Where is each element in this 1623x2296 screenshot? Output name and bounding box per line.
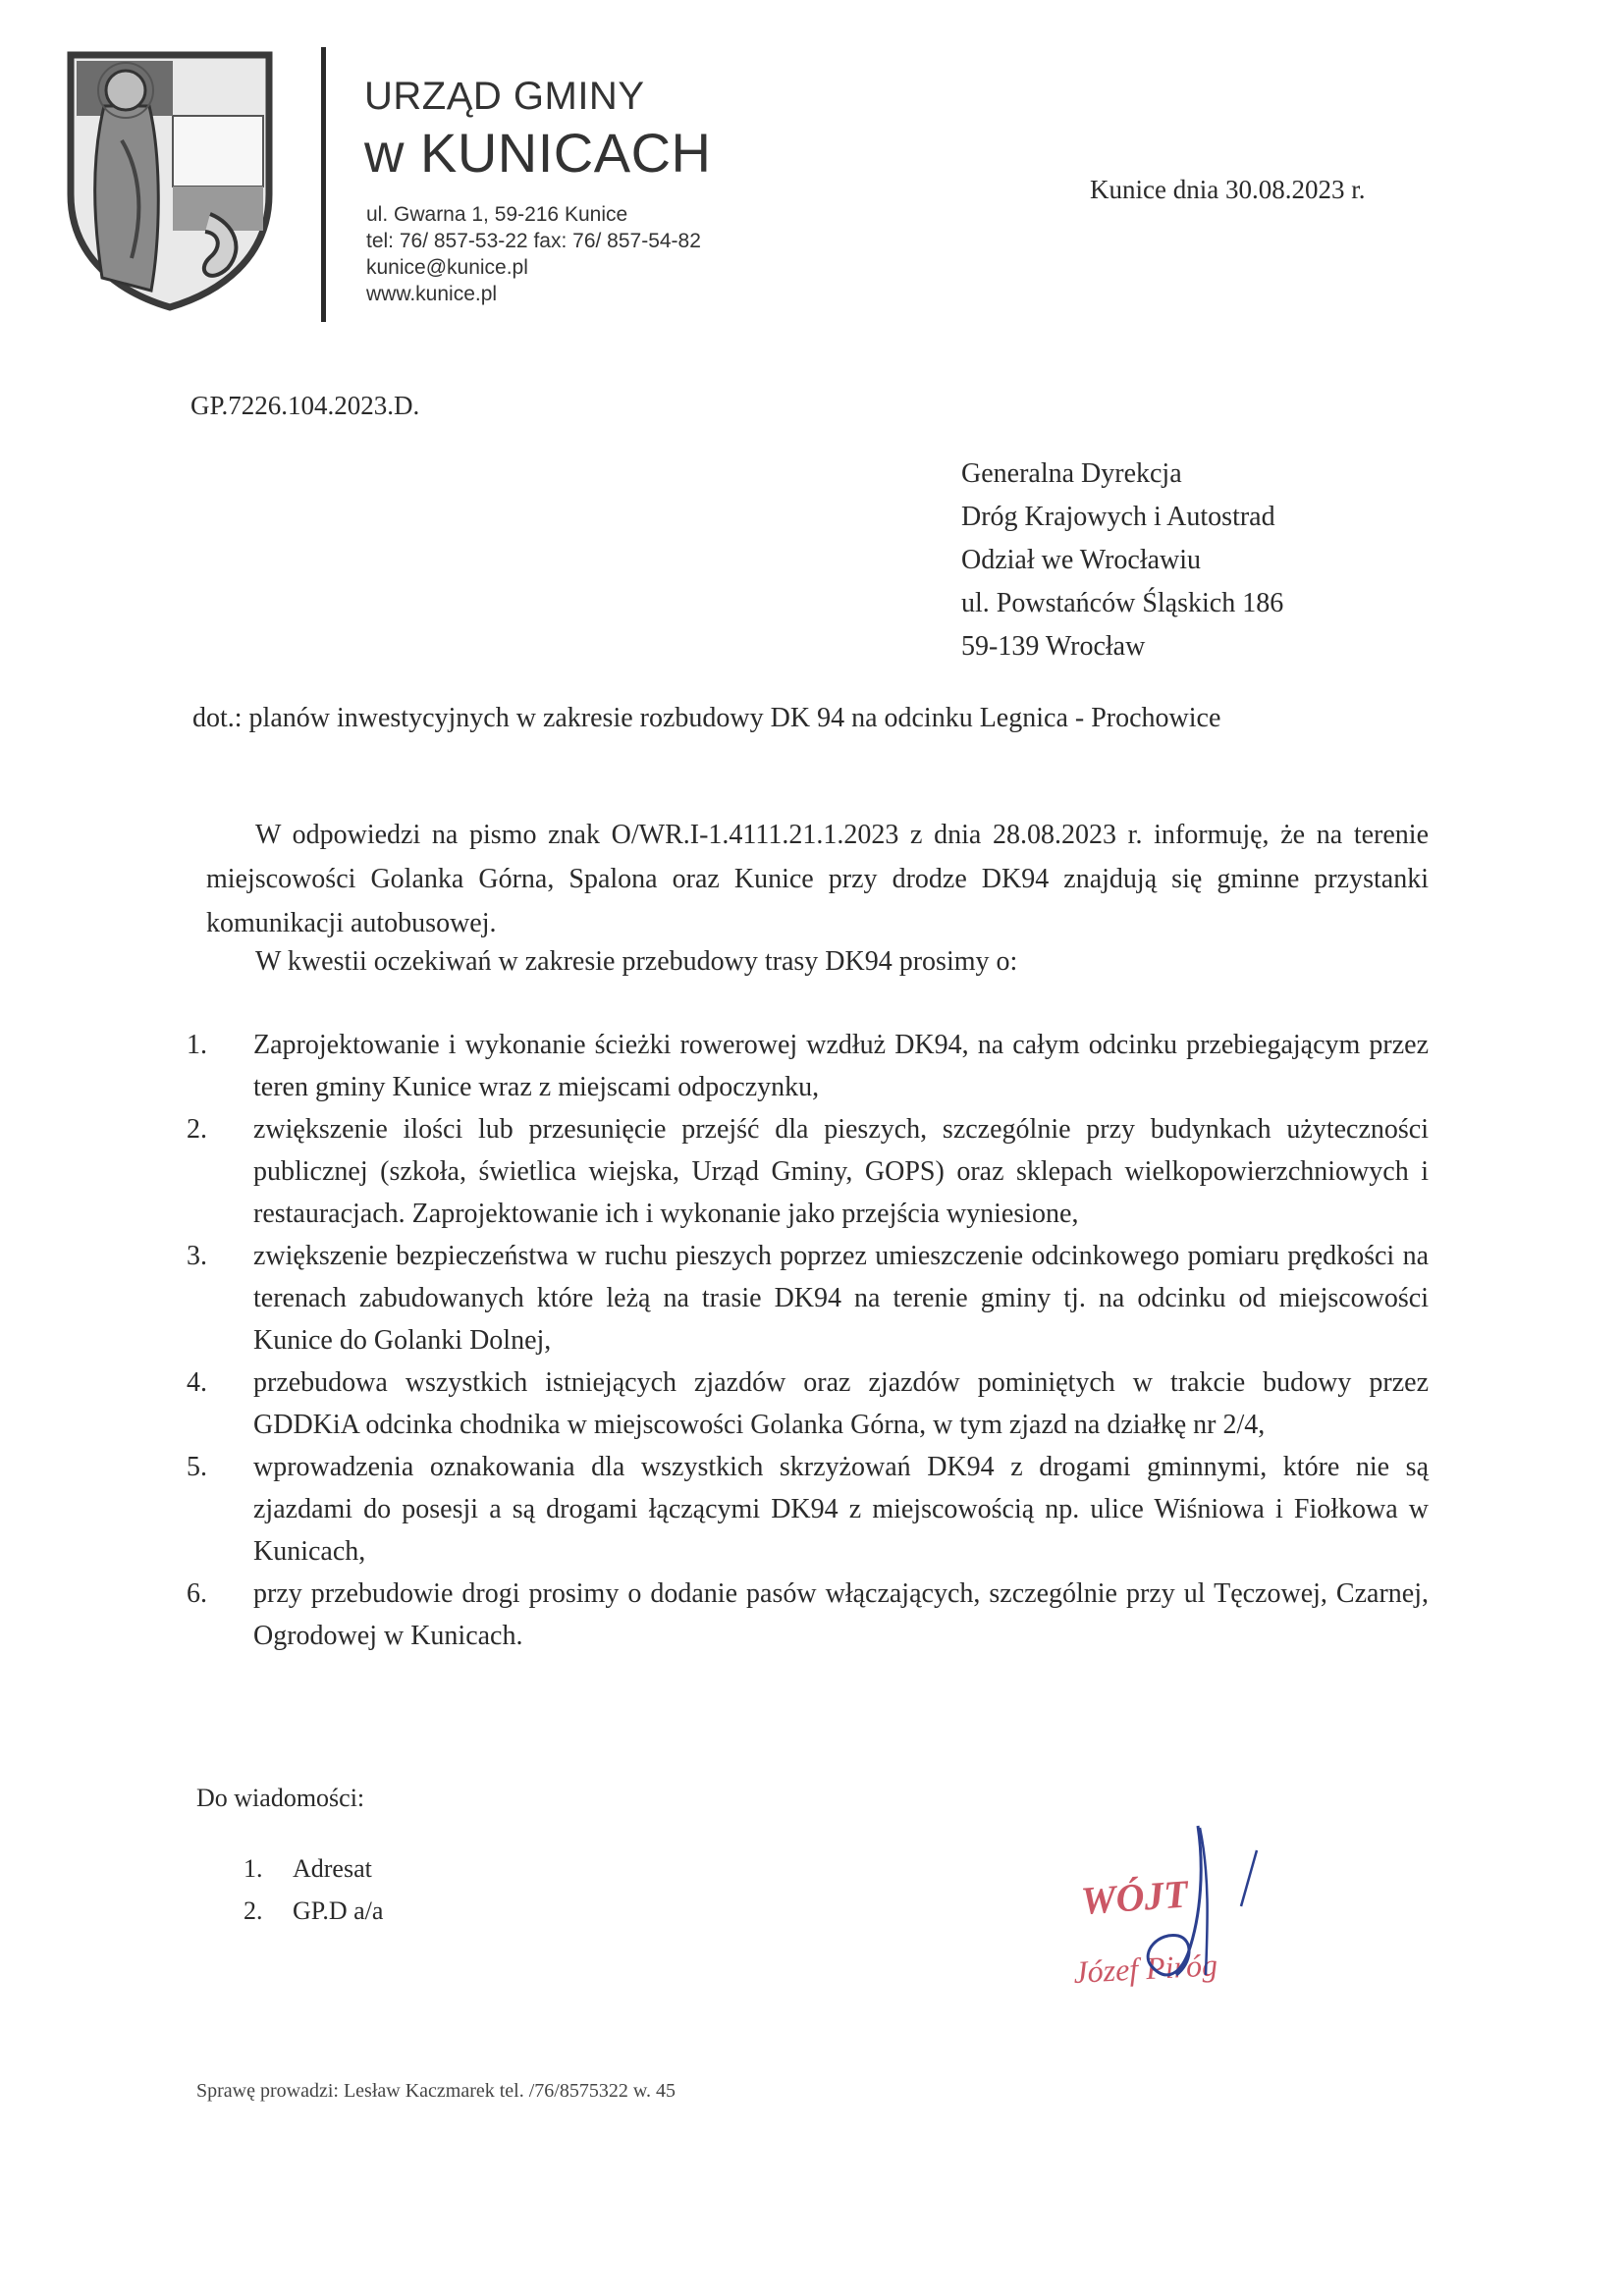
request-list	[187, 1024, 1429, 1657]
coat-of-arms-icon	[63, 47, 277, 312]
office-phone-fax: tel: 76/ 857-53-22 fax: 76/ 857-54-82	[366, 230, 701, 252]
list-item	[187, 1446, 1429, 1573]
list-item-text: Adresat	[293, 1854, 372, 1883]
addressee-line: ul. Powstańców Śląskich 186	[961, 588, 1284, 618]
addressee-block	[961, 453, 1283, 668]
office-website[interactable]: www.kunice.pl	[366, 283, 498, 305]
case-officer-note: Sprawę prowadzi: Lesław Kaczmarek tel. /76/8575322 w. 45	[196, 2080, 676, 2102]
letterhead-divider	[321, 47, 326, 322]
list-item	[187, 1362, 1429, 1446]
office-name-line2: w KUNICACH	[364, 122, 712, 184]
list-item-text: zwiększenie bezpieczeństwa w ruchu pieszych poprzez umieszczenie odcinkowego pomiaru prędkości na terenach zabudowanych które leżą na trasie DK94 na terenie gminy tj. na odcinku od miejscowości Kunice do Golanki Dolnej,	[253, 1241, 1429, 1356]
list-item	[243, 1890, 383, 1932]
list-item	[187, 1024, 1429, 1108]
office-contact	[366, 201, 701, 307]
addressee-line: Dróg Krajowych i Autostrad	[961, 502, 1275, 532]
cc-list	[243, 1847, 383, 1932]
list-item-number: 1.	[187, 1030, 207, 1060]
list-item	[187, 1573, 1429, 1657]
list-item-number: 5.	[187, 1452, 207, 1482]
office-address: ul. Gwarna 1, 59-216 Kunice	[366, 203, 628, 226]
addressee-line: Odział we Wrocławiu	[961, 545, 1202, 575]
list-item-text: Zaprojektowanie i wykonanie ścieżki rowerowej wzdłuż DK94, na całym odcinku przebiegającym przez teren gminy Kunice wraz z miejscami odpoczynku,	[253, 1030, 1429, 1102]
office-email[interactable]: kunice@kunice.pl	[366, 256, 528, 279]
list-item-number: 1.	[243, 1854, 263, 1883]
svg-text:Józef Piróg: Józef Piróg	[1072, 1947, 1218, 1990]
list-item-text: wprowadzenia oznakowania dla wszystkich skrzyżowań DK94 z drogami gminnymi, które nie są zjazdami do posesji a są drogami łączącymi DK94 z miejscowością np. ulice Wiśniowa i Fiołkowa w Kunicach,	[253, 1452, 1429, 1567]
list-item-text: przebudowa wszystkich istniejących zjazdów oraz zjazdów pominiętych w trakcie budowy przez GDDKiA odcinka chodnika w miejscowości Golanka Górna, w tym zjazd na działkę nr 2/4,	[253, 1367, 1429, 1440]
addressee-line: Generalna Dyrekcja	[961, 458, 1182, 489]
signature-stamp	[1070, 1806, 1286, 2012]
list-item-number: 4.	[187, 1367, 207, 1398]
addressee-line: 59-139 Wrocław	[961, 631, 1146, 662]
list-item	[243, 1847, 383, 1890]
place-date: Kunice dnia 30.08.2023 r.	[1090, 175, 1366, 204]
office-name-line1: URZĄD GMINY	[364, 75, 645, 118]
list-item-text: zwiększenie ilości lub przesunięcie przejść dla pieszych, szczególnie przy budynkach użyteczności publicznej (szkoła, świetlica wiejska, Urząd Gminy, GOPS) oraz sklepach wielkopowierzchniowych i restauracjach. Zaprojektowanie ich i wykonanie jako przejścia wyniesione,	[253, 1114, 1429, 1229]
list-item-text: GP.D a/a	[293, 1896, 384, 1925]
request-intro-paragraph: W kwestii oczekiwań w zakresie przebudowy trasy DK94 prosimy o:	[255, 946, 1018, 977]
cc-label: Do wiadomości:	[196, 1784, 365, 1812]
case-reference: GP.7226.104.2023.D.	[190, 391, 420, 420]
list-item-number: 2.	[243, 1896, 263, 1925]
list-item	[187, 1108, 1429, 1235]
list-item	[187, 1235, 1429, 1362]
subject-line: dot.: planów inwestycyjnych w zakresie rozbudowy DK 94 na odcinku Legnica - Prochowice	[192, 703, 1221, 733]
list-item-text: przy przebudowie drogi prosimy o dodanie pasów włączających, szczególnie przy ul Tęczowej, Czarnej, Ogrodowej w Kunicach.	[253, 1578, 1429, 1651]
list-item-number: 2.	[187, 1114, 207, 1145]
list-item-number: 6.	[187, 1578, 207, 1609]
office-name	[364, 75, 712, 184]
intro-paragraph: W odpowiedzi na pismo znak O/WR.I-1.4111.21.1.2023 z dnia 28.08.2023 r. informuję, że na terenie miejscowości Golanka Górna, Spalona oraz Kunice przy drodze DK94 znajdują się gminne przystanki komunikacji autobusowej.	[206, 820, 1429, 938]
list-item-number: 3.	[187, 1241, 207, 1271]
svg-text:WÓJT: WÓJT	[1079, 1871, 1190, 1923]
